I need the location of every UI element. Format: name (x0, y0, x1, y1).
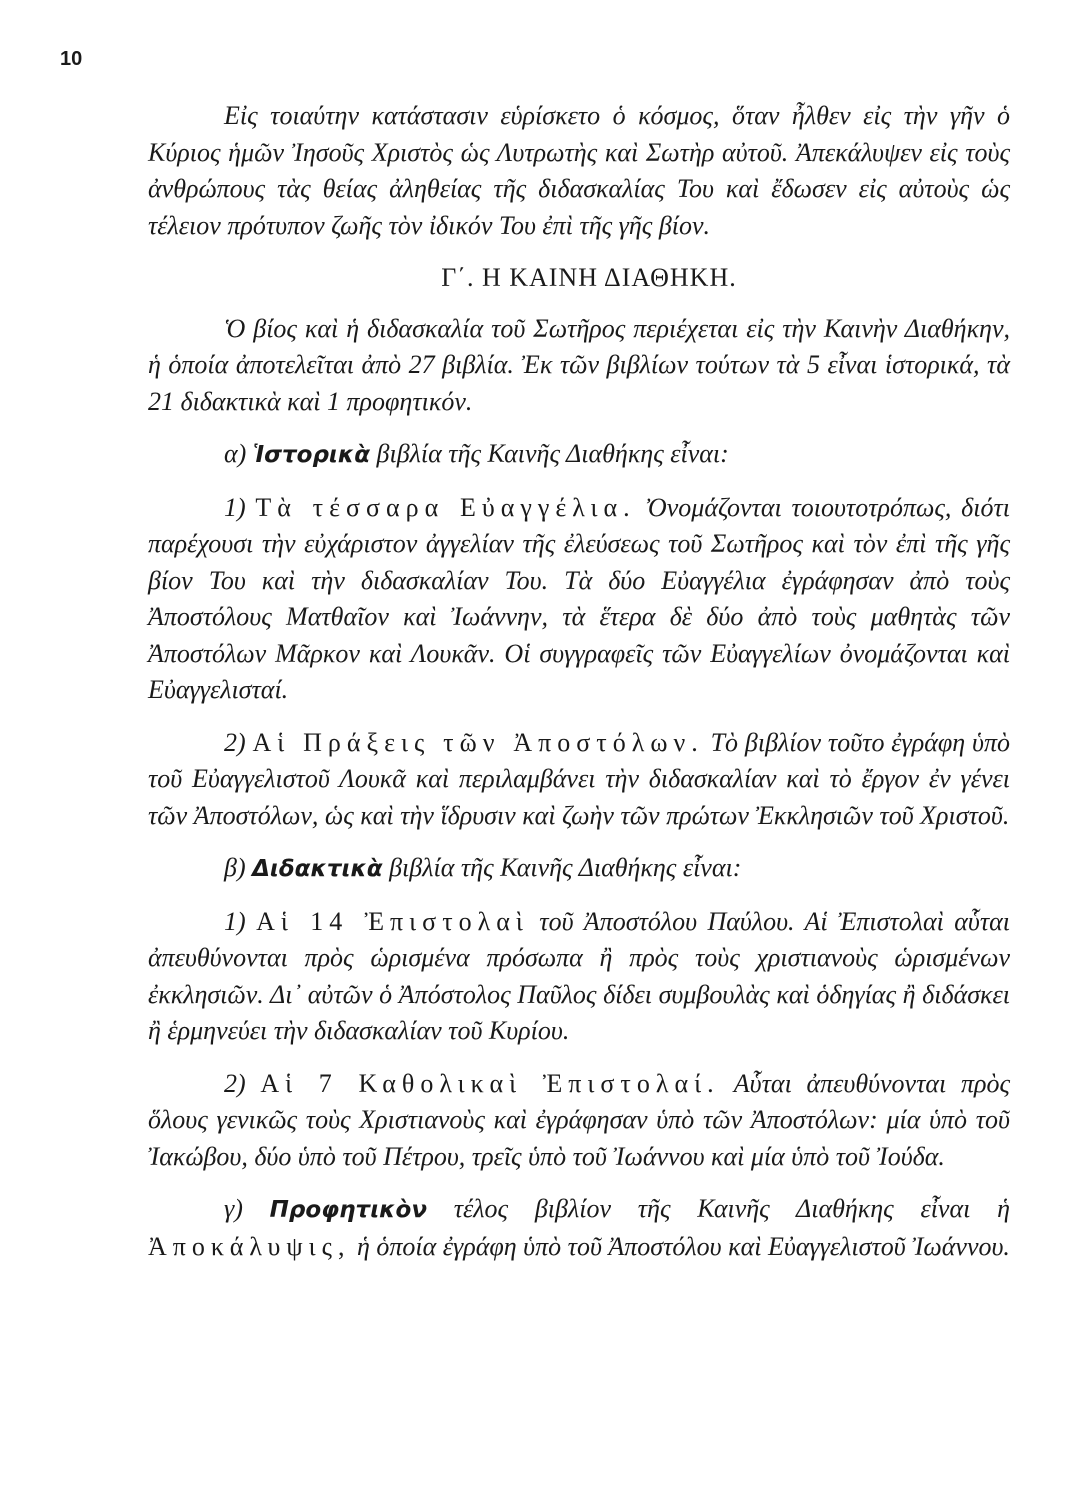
pauline-marker: 1) (224, 906, 246, 936)
acts-title: Αἱ Πράξεις τῶν Ἀποστόλων. (252, 727, 704, 757)
catholic-text: Αὗται ἀπευθύνονται πρὸς ὅλους γενικῶς τοὺς Χριστιανοὺς καὶ ἐγράφησαν ὑπὸ τῶν Ἀποστόλων: μία ὑπὸ τοῦ Ἰακώβου, δύο ὑπὸ τοῦ Πέτρου, τρεῖς ὑπὸ τοῦ Ἰωάννου καὶ μία ὑπὸ τοῦ Ἰούδα. (148, 1068, 1011, 1171)
acts-marker: 2) (224, 727, 246, 757)
revelation-title: Ἀποκάλυψις, (148, 1231, 351, 1261)
didactic-heading-line (148, 850, 1010, 888)
prophetic-text-before: τέλος βιβλίον τῆς Καινῆς Διαθήκης εἶναι ἡ (453, 1194, 1010, 1223)
catholic-marker: 2) (224, 1068, 246, 1098)
gospels-title: Τὰ τέσσαρα Εὐαγγέλια. (255, 492, 636, 522)
section-heading: Γ΄. Η ΚΑΙΝΗ ΔΙΑΘΗΚΗ. (441, 263, 737, 292)
historical-label: Ἱστορικὰ (252, 442, 371, 468)
catholic-title: Αἱ 7 Καθολικαὶ Ἐπιστολαί. (260, 1068, 720, 1098)
prophetic-label: Προφητικὸν (269, 1197, 427, 1223)
catholic-epistles-paragraph (148, 1066, 1010, 1176)
didactic-intro-text: βιβλία τῆς Καινῆς Διαθήκης εἶναι: (389, 853, 742, 882)
gospels-text: Ὀνομάζονται τοιουτοτρόπως, διότι παρέχουσι τὴν εὐχάριστον ἀγγελίαν τῆς ἐλεύσεως τοῦ Σωτῆρος καὶ τὸν ἐπὶ τῆς γῆς βίον Του καὶ τὴν διδασκαλίαν Του. Τὰ δύο Εὐαγγέλια ἐγράφησαν ἀπὸ τοὺς Ἀποστόλους Ματθαῖον καὶ Ἰωάννην, τὰ ἕτερα δὲ δύο ἀπὸ τοὺς μαθητὰς τῶν Ἀποστόλων Μᾶρκον καὶ Λουκᾶν. Οἱ συγγραφεῖς τῶν Εὐαγγελίων ὀνομάζονται καὶ Εὐαγγελισταί. (148, 492, 1010, 704)
overview-paragraph: Ὁ βίος καὶ ἡ διδασκαλία τοῦ Σωτῆρος περιέχεται εἰς τὴν Καινὴν Διαθήκην, ἡ ὁποία ἀποτελεῖται ἀπὸ 27 βιβλία. Ἐκ τῶν βιβλίων τούτων τὰ 5 εἶναι ἱστορικά, τὰ 21 διδακτικὰ καὶ 1 προφητικόν. (148, 313, 1010, 416)
acts-text: Τὸ βιβλίον τοῦτο ἐγράφη ὑπὸ τοῦ Εὐαγγελιστοῦ Λουκᾶ καὶ περιλαμβάνει τὴν διδασκαλίαν καὶ τὸ ἔργον ἐν γένει τῶν Ἀποστόλων, ὡς καὶ τὴν ἵδρυσιν καὶ ζωὴν τῶν πρώτων Ἐκκλησιῶν τοῦ Χριστοῦ. (148, 727, 1011, 830)
acts-paragraph (148, 725, 1010, 835)
prophetic-paragraph (148, 1191, 1010, 1265)
historical-heading-line (148, 436, 1010, 474)
body-text (148, 98, 1010, 1265)
prophetic-text-after: ἡ ὁποία ἐγράφη ὑπὸ τοῦ Ἀποστόλου καὶ Εὐαγγελιστοῦ Ἰωάννου. (356, 1231, 1010, 1261)
intro-paragraph: Εἰς τοιαύτην κατάστασιν εὑρίσκετο ὁ κόσμος, ὅταν ἦλθεν εἰς τὴν γῆν ὁ Κύριος ἡμῶν Ἰησοῦς Χριστὸς ὡς Λυτρωτὴς καὶ Σωτὴρ αὐτοῦ. Ἀπεκάλυψεν εἰς τοὺς ἀνθρώπους τὰς θείας ἀληθείας τῆς διδασκαλίας Του καὶ ἔδωσεν εἰς αὐτοὺς ὡς τέλειον πρότυπον ζωῆς τὸν ἰδικόν Του ἐπὶ τῆς γῆς βίον. (148, 101, 1010, 240)
page-number: 10 (60, 48, 83, 70)
pauline-title: Αἱ 14 Ἐπιστολαὶ (256, 906, 529, 936)
historical-marker: α) (224, 439, 247, 468)
pauline-epistles-paragraph (148, 904, 1010, 1050)
gospels-paragraph (148, 490, 1010, 709)
pauline-text: τοῦ Ἀποστόλου Παύλου. Αἱ Ἐπιστολαὶ αὗται ἀπευθύνονται πρὸς ὡρισμένα πρόσωπα ἢ πρὸς τοὺς χριστιανοὺς ὡρισμένων ἐκκλησιῶν. Δι᾽ αὐτῶν ὁ Ἀπόστολος Παῦλος δίδει συμβουλὰς καὶ ὁδηγίας ἢ διδάσκει ἢ ἑρμηνεύει τὴν διδασκαλίαν τοῦ Κυρίου. (148, 906, 1011, 1045)
didactic-label: Διδακτικὰ (252, 856, 383, 882)
historical-intro-text: βιβλία τῆς Καινῆς Διαθήκης εἶναι: (376, 439, 729, 468)
gospels-marker: 1) (224, 492, 246, 522)
didactic-marker: β) (224, 853, 246, 882)
prophetic-marker: γ) (224, 1194, 243, 1223)
